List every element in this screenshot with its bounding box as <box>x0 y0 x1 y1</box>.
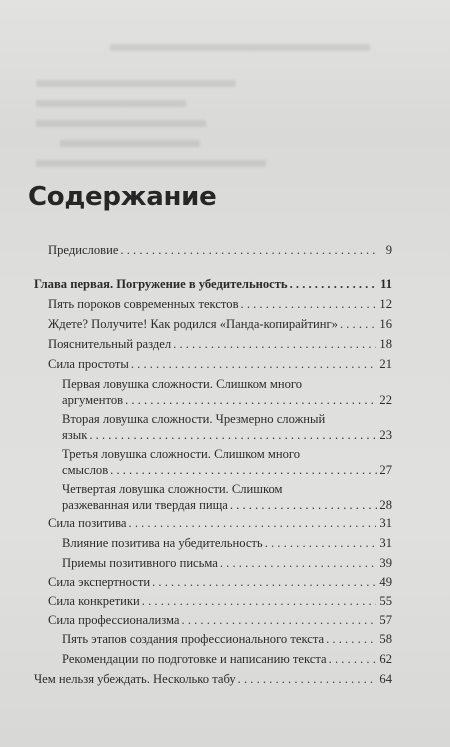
toc-entry-page: 31 <box>379 536 392 550</box>
toc-entry-preface[interactable] <box>48 243 392 259</box>
toc-entry[interactable] <box>62 536 392 552</box>
leader-dots <box>290 277 376 293</box>
toc-entry-page: 11 <box>380 277 392 291</box>
leader-dots <box>125 393 377 409</box>
toc-entry-page: 64 <box>379 672 392 686</box>
leader-dots <box>173 337 376 353</box>
toc-entry[interactable] <box>34 672 392 688</box>
toc-entry-page: 18 <box>379 337 392 351</box>
toc-entry-title: Пять этапов создания профессионального текста <box>62 632 325 646</box>
toc-entry-title: Ждете? Получите! Как родился «Панда-копирайтинг» <box>48 317 338 331</box>
toc-entry-page: 12 <box>379 297 392 311</box>
toc-entry-page: 58 <box>379 632 392 646</box>
toc-entry-page: 27 <box>379 462 392 477</box>
toc-entry-page: 9 <box>385 243 392 257</box>
leader-dots <box>340 317 376 333</box>
toc-entry-title: Глава первая. Погружение в убедительность <box>34 277 288 291</box>
toc-entry[interactable] <box>48 297 392 313</box>
toc-entry-title-cont: аргументов <box>62 392 124 407</box>
toc-entry[interactable] <box>48 575 392 591</box>
toc-entry-multiline[interactable] <box>62 447 392 478</box>
toc-entry-chapter-1[interactable] <box>34 277 392 293</box>
leader-dots <box>129 516 376 532</box>
bleed-through-text <box>0 0 450 180</box>
leader-dots <box>265 536 376 552</box>
toc-entry[interactable] <box>62 632 392 648</box>
toc-entry-page: 49 <box>379 575 392 589</box>
leader-dots <box>220 556 376 572</box>
toc-entry-page: 62 <box>379 652 392 666</box>
leader-dots <box>329 652 376 668</box>
leader-dots <box>131 357 376 373</box>
toc-entry-title: Третья ловушка сложности. Слишком много <box>62 447 301 461</box>
toc-entry[interactable] <box>62 556 392 572</box>
toc-entry-page: 21 <box>379 357 392 371</box>
toc-entry[interactable] <box>48 516 392 532</box>
toc-entry-page: 31 <box>379 516 392 530</box>
toc-entry-page: 28 <box>379 497 392 512</box>
toc-entry-page: 39 <box>379 556 392 570</box>
toc-entry-title: Сила профессионализма <box>48 613 180 627</box>
leader-dots <box>89 428 377 444</box>
toc-entry[interactable] <box>48 357 392 373</box>
toc-entry-title: Сила конкретики <box>48 594 140 608</box>
toc-entry[interactable] <box>48 337 392 353</box>
leader-dots <box>326 632 376 648</box>
toc-entry-title: Чем нельзя убеждать. Несколько табу <box>34 672 236 686</box>
toc-entry-multiline[interactable] <box>62 482 392 513</box>
toc-entry[interactable] <box>48 613 392 629</box>
leader-dots <box>120 243 376 259</box>
leader-dots <box>110 463 377 479</box>
toc-entry[interactable] <box>62 652 392 668</box>
toc-entry[interactable] <box>48 317 392 333</box>
toc-entry-title: Приемы позитивного письма <box>62 556 218 570</box>
leader-dots <box>152 575 376 591</box>
toc-entry-title: Вторая ловушка сложности. Чрезмерно сложный <box>62 412 326 426</box>
leader-dots <box>230 498 378 514</box>
toc-entry-title: Сила простоты <box>48 357 129 371</box>
toc-entry-multiline[interactable] <box>62 412 392 443</box>
toc-entry-title: Сила экспертности <box>48 575 151 589</box>
toc-entry-title: Рекомендации по подготовке и написанию текста <box>62 652 327 666</box>
toc-entry-title: Четвертая ловушка сложности. Слишком <box>62 482 283 496</box>
toc-heading: Содержание <box>28 182 217 212</box>
leader-dots <box>241 297 376 313</box>
leader-dots <box>142 594 376 610</box>
toc-entry-page: 55 <box>379 594 392 608</box>
toc-entry-title: Предисловие <box>48 243 119 257</box>
leader-dots <box>238 672 376 688</box>
toc-entry-title: Пять пороков современных текстов <box>48 297 239 311</box>
toc-entry-title: Влияние позитива на убедительность <box>62 536 263 550</box>
toc-entry-page: 57 <box>379 613 392 627</box>
toc-entry-page: 23 <box>379 427 392 442</box>
toc-entry-page: 22 <box>379 392 392 407</box>
toc-entry-multiline[interactable] <box>62 377 392 408</box>
toc-entry-title-cont: разжеванная или твердая пища <box>62 497 228 512</box>
toc-entry-title: Пояснительный раздел <box>48 337 172 351</box>
toc-entry-title-cont: язык <box>62 427 88 442</box>
toc-entry-title: Сила позитива <box>48 516 127 530</box>
toc-entry-title: Первая ловушка сложности. Слишком много <box>62 377 303 391</box>
toc-entry-page: 16 <box>379 317 392 331</box>
leader-dots <box>182 613 376 629</box>
toc-entry-title-cont: смыслов <box>62 462 109 477</box>
toc-entry[interactable] <box>48 594 392 610</box>
